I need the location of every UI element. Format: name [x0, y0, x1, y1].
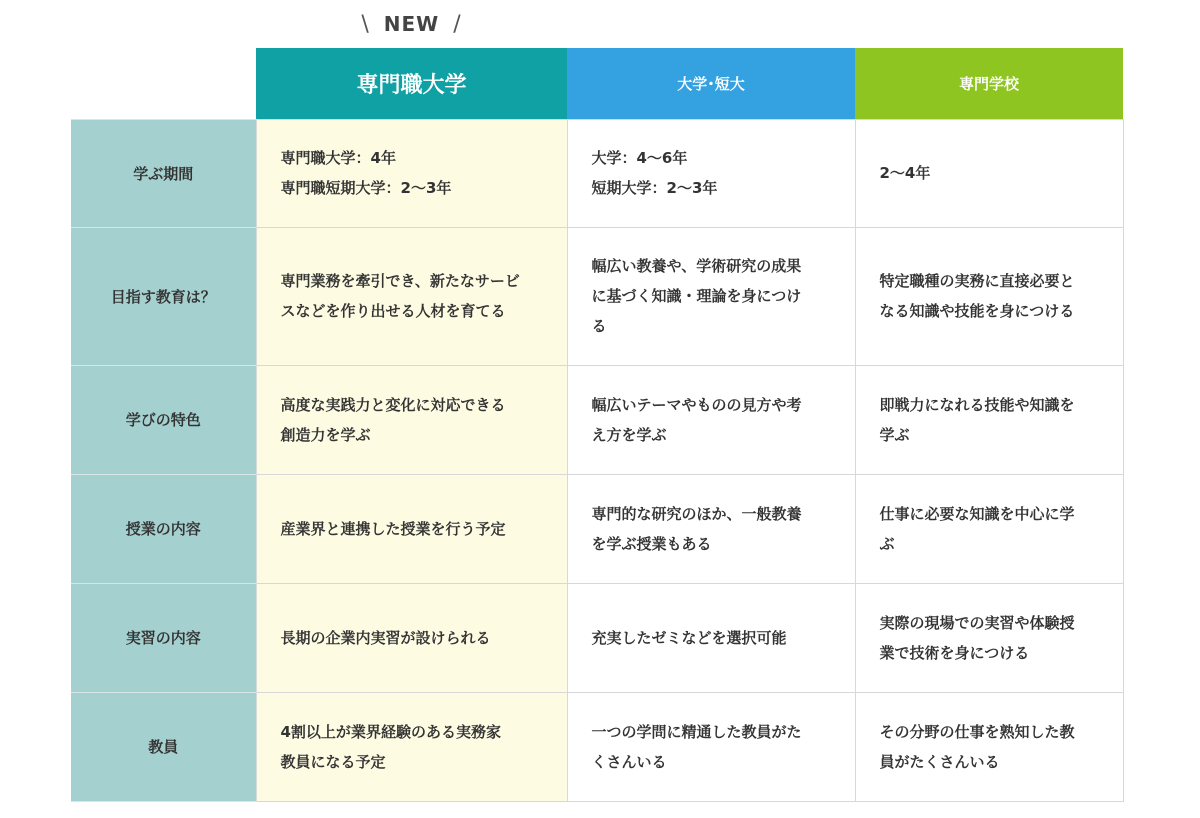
header-professional-university: 専門職大学 [256, 48, 567, 119]
cell-study-period-vocational-school [855, 119, 1123, 227]
cell-text-line: 創造力を学ぶ [280, 425, 371, 444]
row-label-educational-goal: 目指す教育は？ [71, 227, 256, 365]
cell-text-line: 専門職大学：4年 [280, 149, 396, 167]
cell-educational-goal-vocational-school [855, 227, 1123, 365]
cell-faculty-vocational-school [855, 692, 1123, 801]
row-label-practical-training: 実習の内容 [71, 583, 256, 692]
table-body [71, 119, 1123, 801]
cell-text-line: 4割以上が業界経験のある実務家 [280, 722, 501, 741]
table-row-learning-features [71, 365, 1123, 474]
cell-text-line: 実際の現場での実習や体験授 [879, 613, 1075, 632]
cell-text-line: くさんいる [591, 752, 667, 771]
header-vocational-school: 専門学校 [855, 48, 1123, 119]
new-badge-left-slash: \ [361, 11, 370, 37]
cell-text-line: その分野の仕事を熟知した教 [879, 722, 1075, 741]
cell-class-content-vocational-school [855, 474, 1123, 583]
cell-text-line: 教員になる予定 [280, 752, 386, 771]
new-badge-right-slash: / [453, 11, 462, 37]
cell-text-line: 学ぶ [879, 425, 910, 444]
cell-text-line: 高度な実践力と変化に対応できる [280, 395, 506, 414]
cell-text-line: 幅広い教養や、学術研究の成果 [591, 257, 802, 275]
cell-text-line: 仕事に必要な知識を中心に学 [879, 504, 1075, 523]
table-row-faculty [71, 692, 1123, 801]
cell-educational-goal-professional-university [256, 227, 567, 365]
row-label-faculty: 教員 [71, 692, 256, 801]
cell-text-line: なる知識や技能を身につける [879, 302, 1075, 320]
table-row-study-period [71, 119, 1123, 227]
cell-text-line: 専門的な研究のほか、一般教養 [591, 504, 802, 523]
table-row-class-content [71, 474, 1123, 583]
cell-learning-features-professional-university [256, 365, 567, 474]
cell-class-content-university-junior-college [567, 474, 855, 583]
cell-text-line: に基づく知識・理論を身につけ [591, 287, 802, 305]
cell-learning-features-university-junior-college [567, 365, 855, 474]
cell-text-line: 幅広いテーマやものの見方や考 [591, 395, 802, 414]
cell-faculty-university-junior-college [567, 692, 855, 801]
cell-text-line: 充実したゼミなどを選択可能 [591, 628, 787, 647]
header-university-junior-college: 大学･短大 [567, 48, 855, 119]
cell-text-line: 短期大学：2～3年 [591, 179, 718, 197]
cell-text-line: 即戦力になれる技能や知識を [879, 395, 1075, 414]
cell-learning-features-vocational-school [855, 365, 1123, 474]
cell-text-line: 一つの学問に精通した教員がた [591, 722, 802, 741]
header-empty-cell [71, 48, 256, 119]
comparison-table [71, 48, 1124, 802]
cell-faculty-professional-university [256, 692, 567, 801]
new-badge-text: NEW [383, 12, 440, 36]
cell-study-period-university-junior-college [567, 119, 855, 227]
cell-practical-training-professional-university [256, 583, 567, 692]
cell-text-line: ぶ [879, 534, 895, 553]
cell-text-line: 2～4年 [879, 164, 931, 182]
cell-text-line: スなどを作り出せる人材を育てる [280, 302, 506, 320]
cell-class-content-professional-university [256, 474, 567, 583]
table-row-educational-goal [71, 227, 1123, 365]
cell-practical-training-vocational-school [855, 583, 1123, 692]
cell-text-line: え方を学ぶ [591, 425, 667, 444]
cell-text-line: 業で技術を身につける [879, 643, 1030, 662]
cell-text-line: 員がたくさんいる [879, 752, 1000, 771]
row-label-learning-features: 学びの特色 [71, 365, 256, 474]
cell-study-period-professional-university [256, 119, 567, 227]
cell-text-line: 産業界と連携した授業を行う予定 [280, 519, 506, 538]
new-badge [256, 6, 567, 42]
row-label-study-period: 学ぶ期間 [71, 119, 256, 227]
cell-text-line: 特定職種の実務に直接必要と [879, 272, 1075, 290]
cell-text-line: 専門業務を牽引でき、新たなサービ [280, 272, 520, 290]
cell-text-line: 大学：4～6年 [591, 149, 688, 167]
row-label-class-content: 授業の内容 [71, 474, 256, 583]
table-row-practical-training [71, 583, 1123, 692]
cell-text-line: 長期の企業内実習が設けられる [280, 628, 491, 647]
cell-text-line: を学ぶ授業もある [591, 534, 712, 553]
header-row [71, 48, 1123, 119]
cell-text-line: 専門職短期大学：2～3年 [280, 179, 452, 197]
cell-practical-training-university-junior-college [567, 583, 855, 692]
cell-educational-goal-university-junior-college [567, 227, 855, 365]
cell-text-line: る [591, 317, 607, 335]
